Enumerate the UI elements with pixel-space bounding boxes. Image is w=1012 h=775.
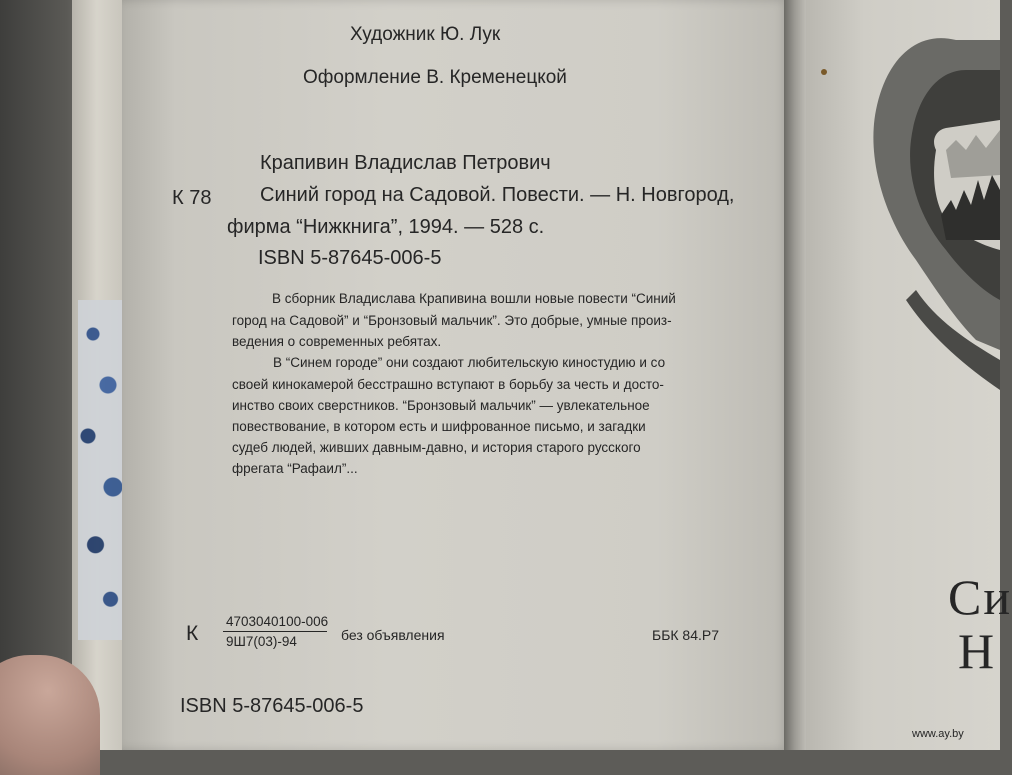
watermark: www.ay.by xyxy=(912,728,964,740)
annotation-line: судеб людей, живших давным-давно, и история старого русского xyxy=(232,440,641,455)
annotation-line: ведения о современных ребятах. xyxy=(232,334,442,349)
isbn-top: ISBN 5-87645-006-5 xyxy=(258,247,442,269)
fraction-divider xyxy=(223,631,327,632)
index-denominator: 9Ш7(03)-94 xyxy=(226,634,297,649)
annotation-line: В сборник Владислава Крапивина вошли новые повести “Синий xyxy=(272,291,676,306)
cover-blue-pattern xyxy=(78,300,128,640)
isbn-bottom: ISBN 5-87645-006-5 xyxy=(180,695,364,717)
right-page xyxy=(806,0,1012,750)
catalog-code: К 78 xyxy=(172,187,212,209)
annotation-line: своей кинокамерой бесстрашно вступают в борьбу за честь и досто- xyxy=(232,377,664,392)
annotation-line: фрегата “Рафаил”... xyxy=(232,461,358,476)
annotation-line: инство своих сверстников. “Бронзовый мальчик” — увлекательное xyxy=(232,398,650,413)
design-credit: Оформление В. Кременецкой xyxy=(303,67,567,88)
cover-title-fragment-second: Н xyxy=(958,623,997,679)
book-gutter xyxy=(784,0,806,750)
artist-credit: Художник Ю. Лук xyxy=(350,24,501,45)
no-ads-note: без объявления xyxy=(341,627,445,643)
publisher-line: фирма “Нижкнига”, 1994. — 528 с. xyxy=(227,216,545,238)
cover-title-fragment: Си xyxy=(948,569,1012,625)
annotation-line: В “Синем городе” они создают любительскую киностудию и со xyxy=(273,355,666,370)
index-numerator: 4703040100-006 xyxy=(226,614,329,629)
annotation-line: повествование, в котором есть и шифрованное письмо, и загадки xyxy=(232,419,646,434)
author-line: Крапивин Владислав Петрович xyxy=(260,152,551,174)
bbk-code: ББК 84.Р7 xyxy=(652,627,720,643)
castle-illustration xyxy=(806,0,1000,420)
title-line: Синий город на Садовой. Повести. — Н. Новгород, xyxy=(260,184,735,206)
index-letter: К xyxy=(186,622,199,645)
annotation-line: город на Садовой” и “Бронзовый мальчик”. Это добрые, умные произ- xyxy=(232,313,672,328)
